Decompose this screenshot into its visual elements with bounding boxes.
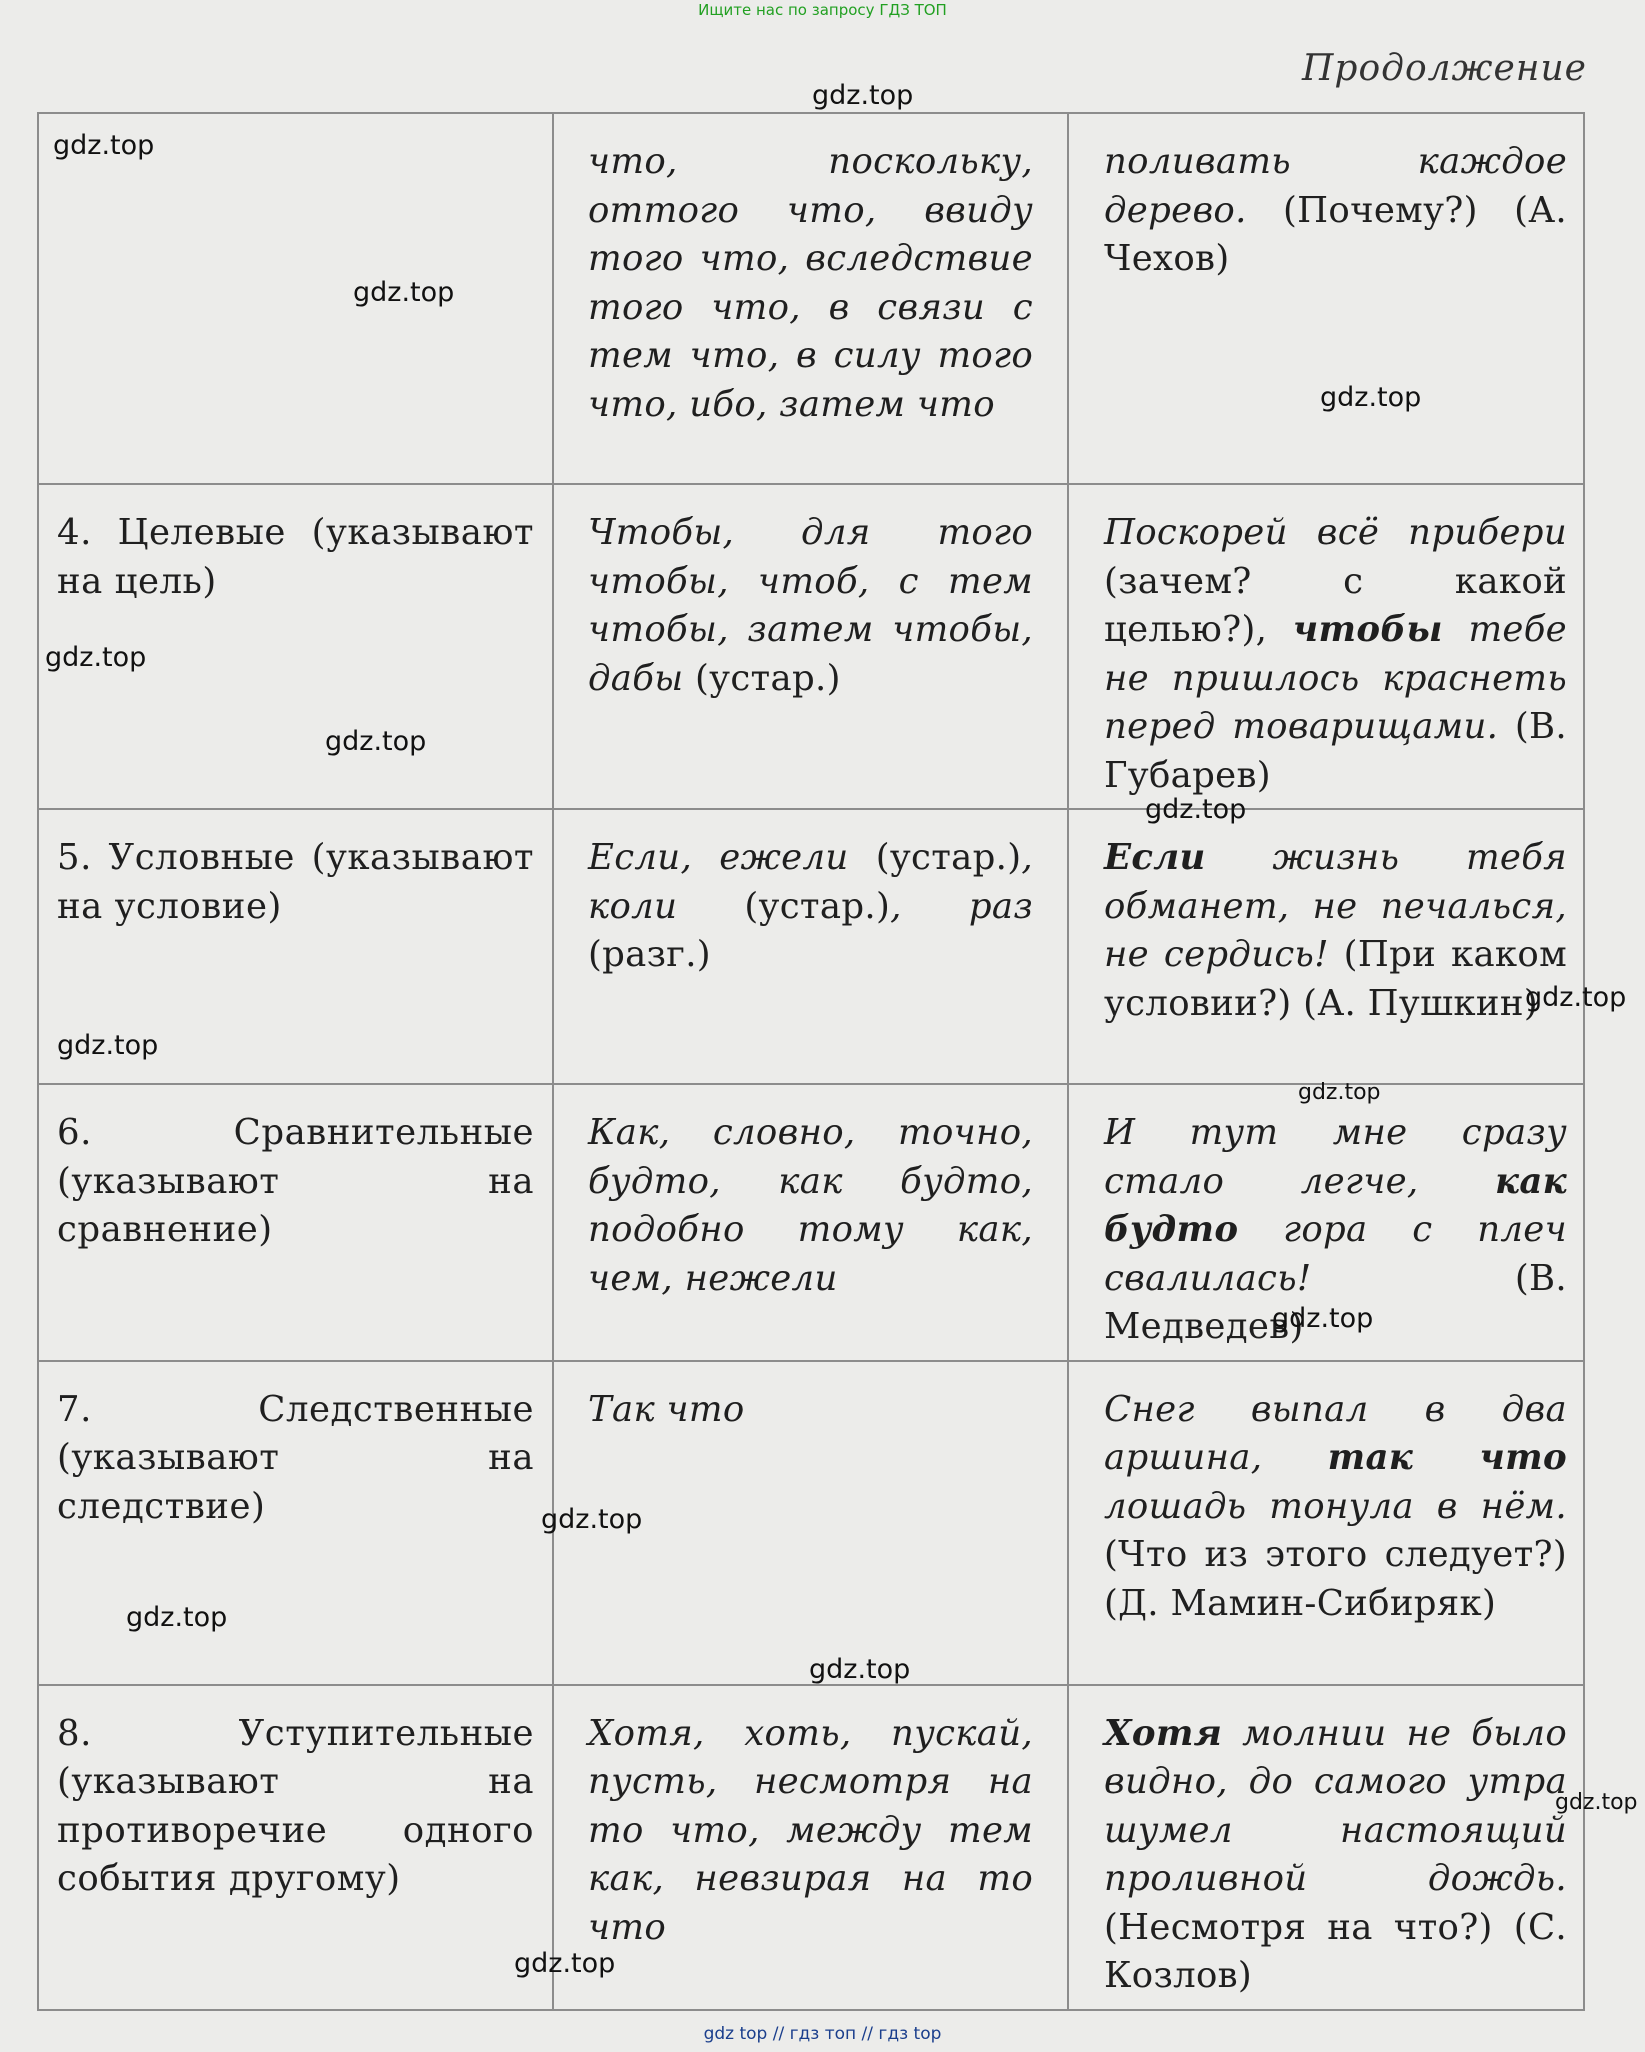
table-row (38, 1361, 1584, 1685)
type-cell: 8. Уступительные (указывают на противоречие одного события другому) (38, 1685, 553, 2010)
watermark: gdz.top (53, 130, 155, 161)
top-banner[interactable]: Ищите нас по запросу ГДЗ ТОП (698, 1, 947, 19)
watermark: gdz.top (325, 726, 427, 757)
example-cell: Хотя молнии не было видно, до самого утра шумел настоящий проливной дождь. (Несмотря на что?) (С. Козлов) (1068, 1685, 1584, 2010)
watermark: gdz.top (1298, 1080, 1381, 1105)
watermark: gdz.top (514, 1948, 616, 1979)
watermark: gdz.top (1320, 382, 1422, 413)
watermark: gdz.top (809, 1654, 911, 1685)
continuation-label: Продолжение (1302, 48, 1587, 89)
conjunction-cell: Хотя, хоть, пускай, пусть, несмотря на то что, между тем как, невзирая на то что (553, 1685, 1068, 2010)
conjunction-cell: Так что (553, 1361, 1068, 1685)
example-cell: поливать каждое дерево. (Почему?) (А. Чехов) (1068, 113, 1584, 484)
watermark: gdz.top (1555, 1790, 1638, 1815)
watermark: gdz.top (1145, 794, 1247, 825)
type-cell (38, 113, 553, 484)
type-cell: 7. Следственные (указывают на следствие) (38, 1361, 553, 1685)
watermark: gdz.top (45, 642, 147, 673)
conjunction-cell: Как, словно, точно, будто, как будто, подобно тому как, чем, нежели (553, 1084, 1068, 1361)
example-cell: Поскорей всё прибери (зачем? с какой целью?), чтобы тебе не пришлось краснеть перед товарищами. (В. Губарев) (1068, 484, 1584, 809)
conjunction-cell: Если, ежели (устар.), коли (устар.), раз (разг.) (553, 809, 1068, 1084)
table-row (38, 484, 1584, 809)
table-row (38, 809, 1584, 1084)
watermark: gdz.top (812, 80, 914, 111)
watermark: gdz.top (541, 1504, 643, 1535)
watermark: gdz.top (1525, 982, 1627, 1013)
footer-links[interactable]: gdz top // гдз топ // гдз top (703, 2024, 942, 2044)
table-row (38, 1685, 1584, 2010)
watermark: gdz.top (57, 1030, 159, 1061)
watermark: gdz.top (126, 1602, 228, 1633)
table-row (38, 113, 1584, 484)
type-cell: 6. Сравнительные (указывают на сравнение) (38, 1084, 553, 1361)
type-cell: 4. Целевые (указывают на цель) (38, 484, 553, 809)
watermark: gdz.top (353, 277, 455, 308)
example-cell: И тут мне сразу стало легче, как будто гора с плеч свалилась! (В. Медведев) (1068, 1084, 1584, 1361)
conjunction-cell: Чтобы, для того чтобы, чтоб, с тем чтобы, затем чтобы, дабы (устар.) (553, 484, 1068, 809)
example-cell: Снег выпал в два аршина, так что лошадь тонула в нём. (Что из этого следует?) (Д. Мамин-Сибиряк) (1068, 1361, 1584, 1685)
watermark: gdz.top (1272, 1303, 1374, 1334)
type-cell: 5. Условные (указывают на условие) (38, 809, 553, 1084)
conjunction-cell: что, поскольку, оттого что, ввиду того что, вследствие того что, в связи с тем что, в силу того что, ибо, затем что (553, 113, 1068, 484)
example-cell: Если жизнь тебя обманет, не печалься, не сердись! (При каком условии?) (А. Пушкин) (1068, 809, 1584, 1084)
